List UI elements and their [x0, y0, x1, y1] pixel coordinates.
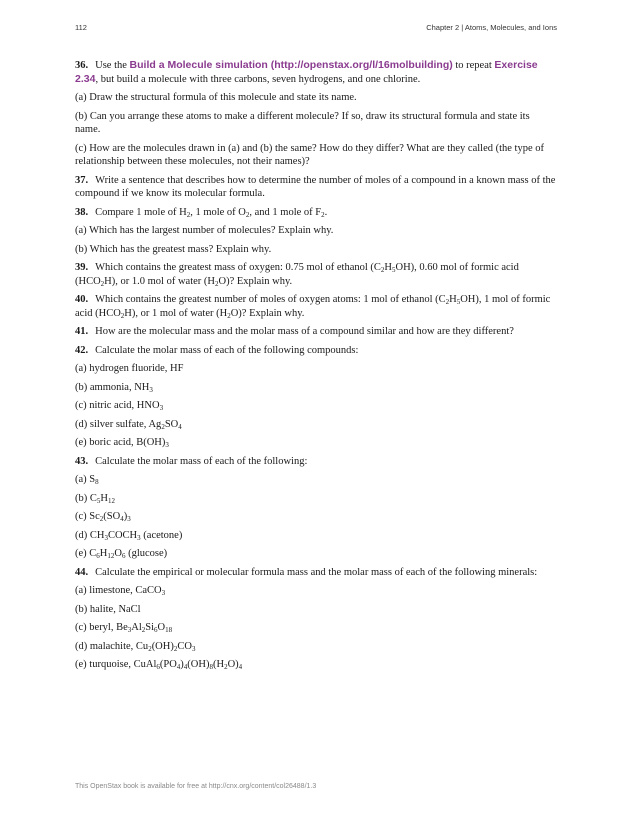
question-44-part-b: (b) halite, NaCl: [75, 603, 141, 615]
question-44-part-d: (d) malachite, $Cu_2(OH)_2CO_3$: [75, 640, 196, 653]
question-38: 38. Compare 1 mole of $H_2$, 1 mole of $O_2$, and 1 mole of $F_2$.: [75, 206, 328, 219]
question-38-part-b: (b) Which has the greatest mass? Explain why.: [75, 243, 272, 255]
question-42-part-a: (a) hydrogen fluoride, HF: [75, 363, 184, 374]
question-41: 41. How are the molecular mass and the molar mass of a compound similar and how are they different?: [75, 326, 514, 337]
question-43-part-d: (d) $CH_3COCH_3$ (acetone): [75, 529, 183, 542]
build-a-molecule-link[interactable]: Build a Molecule simulation (http://openstax.org/l/16molbuilding): [129, 59, 453, 71]
question-number: 36.: [75, 60, 89, 71]
question-36-part-c: (c) How are the molecules drawn in (a) and (b) the same? How do they differ? What are they called (the type of relationship between these molecules, not their names)?: [75, 142, 544, 167]
question-43: 43. Calculate the molar mass of each of the following:: [75, 455, 308, 467]
question-42-part-e: (e) boric acid, $B(OH)_3$: [75, 437, 169, 449]
question-39: 39. Which contains the greatest mass of oxygen: 0.75 mol of ethanol $(C_2H_5OH)$, 0.60 mol of formic acid $(HCO_2H)$, or 1.0 mol of water $(H_2O)$? Explain why.: [75, 262, 519, 288]
question-40: 40. Which contains the greatest number of moles of oxygen atoms: 1 mol of ethanol $(C_2H_5OH)$, 1 mol of formic acid $(HCO_2H)$, or 1 mol of water $(H_2O)$? Explain why.: [75, 294, 551, 320]
chapter-title: Chapter 2 | Atoms, Molecules, and Ions: [426, 23, 557, 32]
exercise-2-34-link[interactable]: Exercise 2.34: [75, 59, 538, 85]
question-36: 36. Use the Build a Molecule simulation (http://openstax.org/l/16molbuilding) to repeat Exercise 2.34, but build a molecule with three carbons, seven hydrogens, and one chlorine.: [75, 59, 538, 85]
page-number: 112: [75, 23, 87, 32]
question-44-part-a: (a) limestone, CaCO$_3$: [75, 585, 166, 597]
question-42-part-d: (d) silver sulfate, $Ag_2SO_4$: [75, 418, 182, 431]
question-37: 37. Write a sentence that describes how to determine the number of moles of a compound in a known mass of the compound if we know its molecular formula.: [75, 174, 556, 199]
question-44: 44. Calculate the empirical or molecular formula mass and the molar mass of each of the following minerals:: [75, 566, 538, 578]
footer-notice: This OpenStax book is available for free at http://cnx.org/content/col26488/1.3: [75, 783, 317, 790]
question-44-part-c: (c) beryl, $Be_3Al_2Si_6O_{18}$: [75, 622, 173, 634]
question-43-part-c: (c) $Sc_2(SO_4)_3$: [75, 511, 131, 523]
question-36-part-a: (a) Draw the structural formula of this molecule and state its name.: [75, 92, 357, 103]
exercise-list: [75, 59, 557, 677]
question-43-part-e: (e) $C_6H_{12}O_6$ (glucose): [75, 548, 168, 560]
question-42: 42. Calculate the molar mass of each of the following compounds:: [75, 344, 359, 356]
question-43-part-a: (a) $S_8$: [75, 474, 99, 486]
question-42-part-b: (b) ammonia, $NH_3$: [75, 381, 153, 394]
question-38-part-a: (a) Which has the largest number of molecules? Explain why.: [75, 225, 334, 236]
question-36-part-b: (b) Can you arrange these atoms to make a different molecule? If so, draw its structural formula and state its name.: [75, 110, 530, 135]
question-44-part-e: (e) turquoise, $CuAl_6(PO_4)_4(OH)_8(H_2O)_4$: [75, 659, 243, 671]
question-43-part-b: (b) $C_5H_{12}$: [75, 492, 115, 505]
question-42-part-c: (c) nitric acid, $HNO_3$: [75, 400, 164, 412]
